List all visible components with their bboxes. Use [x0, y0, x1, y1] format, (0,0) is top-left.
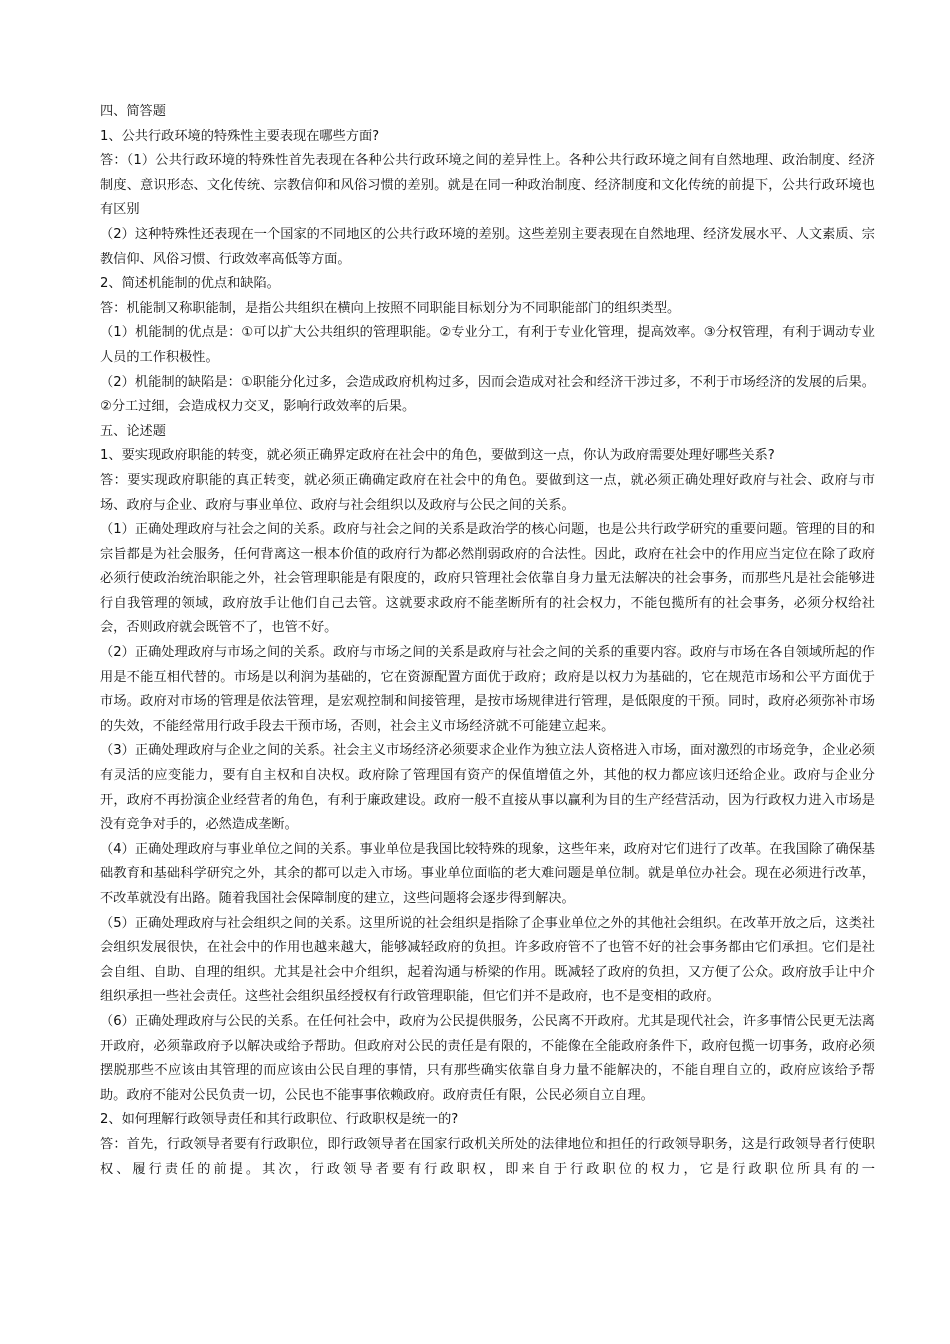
essay-question-1: 1、要实现政府职能的转变，就必须正确界定政府在社会中的角色，要做到这一点，你认为政府需要处理好哪些关系? — [100, 448, 775, 464]
essay-answer-2: 答：首先，行政领导者要有行政职位，即行政领导者在国家行政机关所处的法律地位和担任的行政领导职务，这是行政领导者行使职权、履行责任的前提。其次，行政领导者要有行政职权，即来自于行政职位的权力，它是行政职位所具有的一 — [100, 1136, 875, 1177]
answer-2-defects: （2）机能制的缺陷是：①职能分化过多，会造成政府机构过多，因而会造成对社会和经济干涉过多，不利于市场经济的发展的后果。②分工过细，会造成权力交叉，影响行政效率的后果。 — [100, 374, 875, 415]
answer-2-advantages: （1）机能制的优点是：①可以扩大公共组织的管理职能。②专业分工，有利于专业化管理，提高效率。③分权管理，有利于调动专业人员的工作积极性。 — [100, 325, 875, 365]
essay-answer-1-point-2: （2）正确处理政府与市场之间的关系。政府与市场之间的关系是政府与社会之间的关系的重要内容。政府与市场在各自领域所起的作用是不能互相代替的。市场是以利润为基础的，它在资源配置方面优于政府；政府是以权力为基础的，它在规范市场和公平方面优于市场。政府对市场的管理是依法管理，是宏观控制和间接管理，是按市场规律进行管理，是低限度的干预。同时，政府必须弥补市场的失效，不能经常用行政手段去干预市场，否则，社会主义市场经济就不可能建立起来。 — [100, 645, 875, 734]
answer-1-part-1: 答：（1）公共行政环境的特殊性首先表现在各种公共行政环境之间的差异性上。各种公共行政环境之间有自然地理、政治制度、经济制度、意识形态、文化传统、宗教信仰和风俗习惯的差别。就是在同一种政治制度、经济制度和文化传统的前提下，公共行政环境也有区别 — [100, 153, 875, 218]
question-1: 1、公共行政环境的特殊性主要表现在哪些方面? — [100, 128, 380, 144]
essay-answer-1-point-3: （3）正确处理政府与企业之间的关系。社会主义市场经济必须要求企业作为独立法人资格进入市场，面对激烈的市场竞争，企业必须有灵活的应变能力，要有自主权和自决权。政府除了管理国有资产的保值增值之外，其他的权力都应该归还给企业。政府与企业分开，政府不再扮演企业经营者的角色，有利于廉政建设。政府一般不直接从事以赢利为目的生产经营活动，因为行政权力进入市场是没有竞争对手的，必然造成垄断。 — [100, 743, 875, 833]
question-2: 2、简述机能制的优点和缺陷。 — [100, 276, 280, 292]
essay-answer-1-intro: 答：要实现政府职能的真正转变，就必须正确确定政府在社会中的角色。要做到这一点，就必须正确处理好政府与社会、政府与市场、政府与企业、政府与事业单位、政府与社会组织以及政府与公民之间的关系。 — [100, 472, 875, 513]
answer-1-part-2: （2）这种特殊性还表现在一个国家的不同地区的公共行政环境的差别。这些差别主要表现在自然地理、经济发展水平、人文素质、宗教信仰、风俗习惯、行政效率高低等方面。 — [100, 226, 875, 267]
document-page — [100, 100, 875, 1182]
essay-question-2: 2、如何理解行政领导责任和其行政职位、行政职权是统一的? — [100, 1112, 459, 1128]
essay-answer-1-point-1: （1）正确处理政府与社会之间的关系。政府与社会之间的关系是政治学的核心问题，也是公共行政学研究的重要问题。管理的目的和宗旨都是为社会服务，任何背离这一根本价值的政府行为都必然削弱政府的合法性。因此，政府在社会中的作用应当定位在除了政府必须行使政治统治职能之外，社会管理职能是有限度的，政府只管理社会依靠自身力量无法解决的社会事务，而那些凡是社会能够进行自我管理的领域，政府放手让他们自己去管。这就要求政府不能垄断所有的社会权力，不能包揽所有的社会事务，必须分权给社会，否则政府就会既管不了，也管不好。 — [100, 522, 875, 636]
essay-answer-1-point-5: （5）正确处理政府与社会组织之间的关系。这里所说的社会组织是指除了企事业单位之外的其他社会组织。在改革开放之后，这类社会组织发展很快，在社会中的作用也越来越大，能够减轻政府的负担。许多政府管不了也管不好的社会事务都由它们承担。它们是社会自组、自助、自理的组织。尤其是社会中介组织，起着沟通与桥梁的作用。既减轻了政府的负担，又方便了公众。政府放手让中介组织承担一些社会责任。这些社会组织虽经授权有行政管理职能，但它们并不是政府，也不是变相的政府。 — [100, 915, 875, 1005]
answer-2-intro: 答：机能制又称职能制，是指公共组织在横向上按照不同职能目标划分为不同职能部门的组织类型。 — [100, 300, 681, 316]
essay-answer-1-point-6: （6）正确处理政府与公民的关系。在任何社会中，政府为公民提供服务，公民离不开政府。尤其是现代社会，许多事情公民更无法离开政府，必须靠政府予以解决或给予帮助。但政府对公民的责任是有限的，不能像在全能政府条件下，政府包揽一切事务，政府必须摆脱那些不应该由其管理的而应该由公民自理的事情，只有那些确实依靠自身力量不能解决的，不能自理自立的，政府应该给予帮助。政府不能对公民负责一切，公民也不能事事依赖政府。政府责任有限，公民必须自立自理。 — [100, 1013, 875, 1103]
essay-answer-1-point-4: （4）正确处理政府与事业单位之间的关系。事业单位是我国比较特殊的现象，这些年来，政府对它们进行了改革。在我国除了确保基础教育和基础科学研究之外，其余的都可以走入市场。事业单位面临的老大难问题是单位制。就是单位办社会。现在必须进行改革，不改革就没有出路。随着我国社会保障制度的建立，这些问题将会逐步得到解决。 — [100, 841, 875, 906]
section-heading-short-answer: 四、简答题 — [100, 104, 166, 119]
section-heading-essay: 五、论述题 — [100, 423, 166, 439]
